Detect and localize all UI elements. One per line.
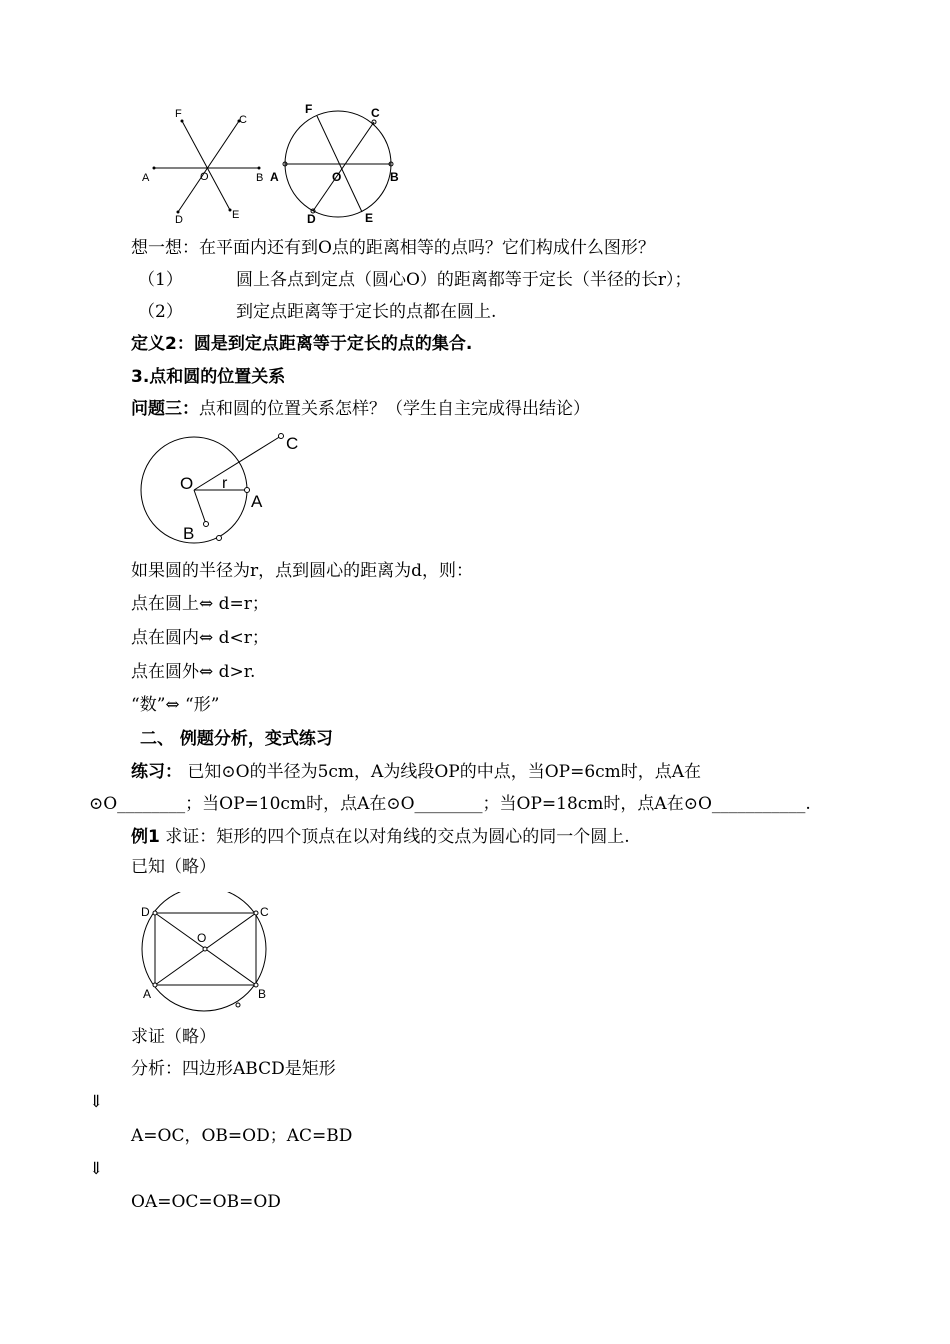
label-C: C <box>286 434 299 453</box>
label-C: C <box>260 905 269 919</box>
rays-figure <box>135 100 275 225</box>
label-A: A <box>251 492 263 511</box>
prove: 求证（略） <box>131 1027 216 1047</box>
analysis-step-2: OA=OC=OB=OD <box>131 1192 281 1212</box>
example-1 <box>131 826 630 848</box>
known: 已知（略） <box>131 857 216 877</box>
example-1-text: 求证：矩形的四个顶点在以对角线的交点为圆心的同一个圆上. <box>159 827 630 847</box>
item-1-text: 圆上各点到定点（圆心O）的距离都等于定长（半径的长r）； <box>236 270 692 290</box>
think-question: 想一想：在平面内还有到O点的距离相等的点吗？它们构成什么图形？ <box>131 238 655 258</box>
label-A: A <box>142 172 150 184</box>
label-D: D <box>307 212 316 226</box>
label-B: B <box>256 172 264 184</box>
label-E: E <box>365 211 374 225</box>
label-E: E <box>232 209 240 221</box>
question-3 <box>131 398 590 420</box>
circle-diameters-figure <box>265 98 410 226</box>
analysis: 分析：四边形ABCD是矩形 <box>131 1059 336 1079</box>
definition-2: 定义2：圆是到定点距离等于定长的点的集合. <box>131 334 473 354</box>
question-3-label: 问题三： <box>131 399 199 419</box>
radius-intro: 如果圆的半径为r，点到圆心的距离为d，则： <box>131 561 474 581</box>
section-3-heading: 3.点和圆的位置关系 <box>131 367 286 387</box>
analysis-step-1: A=OC，OB=OD；AC=BD <box>131 1126 353 1146</box>
number-shape: “数”⇔ “形” <box>131 695 220 715</box>
label-A: A <box>270 170 279 184</box>
label-D: D <box>175 214 183 225</box>
label-B: B <box>183 524 195 543</box>
label-D: D <box>141 905 150 919</box>
label-C: C <box>371 106 380 120</box>
item-2-number: （2） <box>138 302 183 322</box>
label-A: A <box>143 987 152 1001</box>
point-in-circle: 点在圆内⇔ d<r； <box>131 628 269 648</box>
point-out-circle: 点在圆外⇔ d>r. <box>131 662 256 682</box>
label-C: C <box>239 114 247 126</box>
example-1-label: 例1 <box>131 827 160 847</box>
label-O: O <box>180 474 194 493</box>
label-r: r <box>222 475 228 492</box>
label-O: O <box>200 171 209 183</box>
label-B: B <box>390 170 399 184</box>
question-3-text: 点和圆的位置关系怎样？（学生自主完成得出结论） <box>199 399 590 419</box>
implication-arrow-1: ⇓ <box>89 1092 104 1112</box>
label-O: O <box>197 931 207 945</box>
practice-text-1: 已知⊙O的半径为5cm，A为线段OP的中点，当OP=6cm时，点A在 <box>182 762 702 782</box>
section-2-heading: 二、 例题分析，变式练习 <box>140 729 333 749</box>
label-F: F <box>175 108 182 120</box>
label-B: B <box>258 987 267 1001</box>
label-O: O <box>332 170 342 184</box>
point-circle-figure <box>135 428 310 546</box>
item-2-text: 到定点距离等于定长的点都在圆上. <box>236 302 497 322</box>
label-F: F <box>305 102 313 116</box>
rectangle-circle-figure <box>138 892 278 1014</box>
practice-label: 练习： <box>131 762 182 782</box>
item-1-number: （1） <box>138 270 183 290</box>
practice-line-2: ⊙O________；当OP=10cm时，点A在⊙O________；当OP=18cm时，点A在⊙O___________. <box>89 794 811 814</box>
implication-arrow-2: ⇓ <box>89 1159 104 1179</box>
practice-line-1 <box>131 761 701 783</box>
point-on-circle: 点在圆上⇔ d=r； <box>131 594 269 614</box>
